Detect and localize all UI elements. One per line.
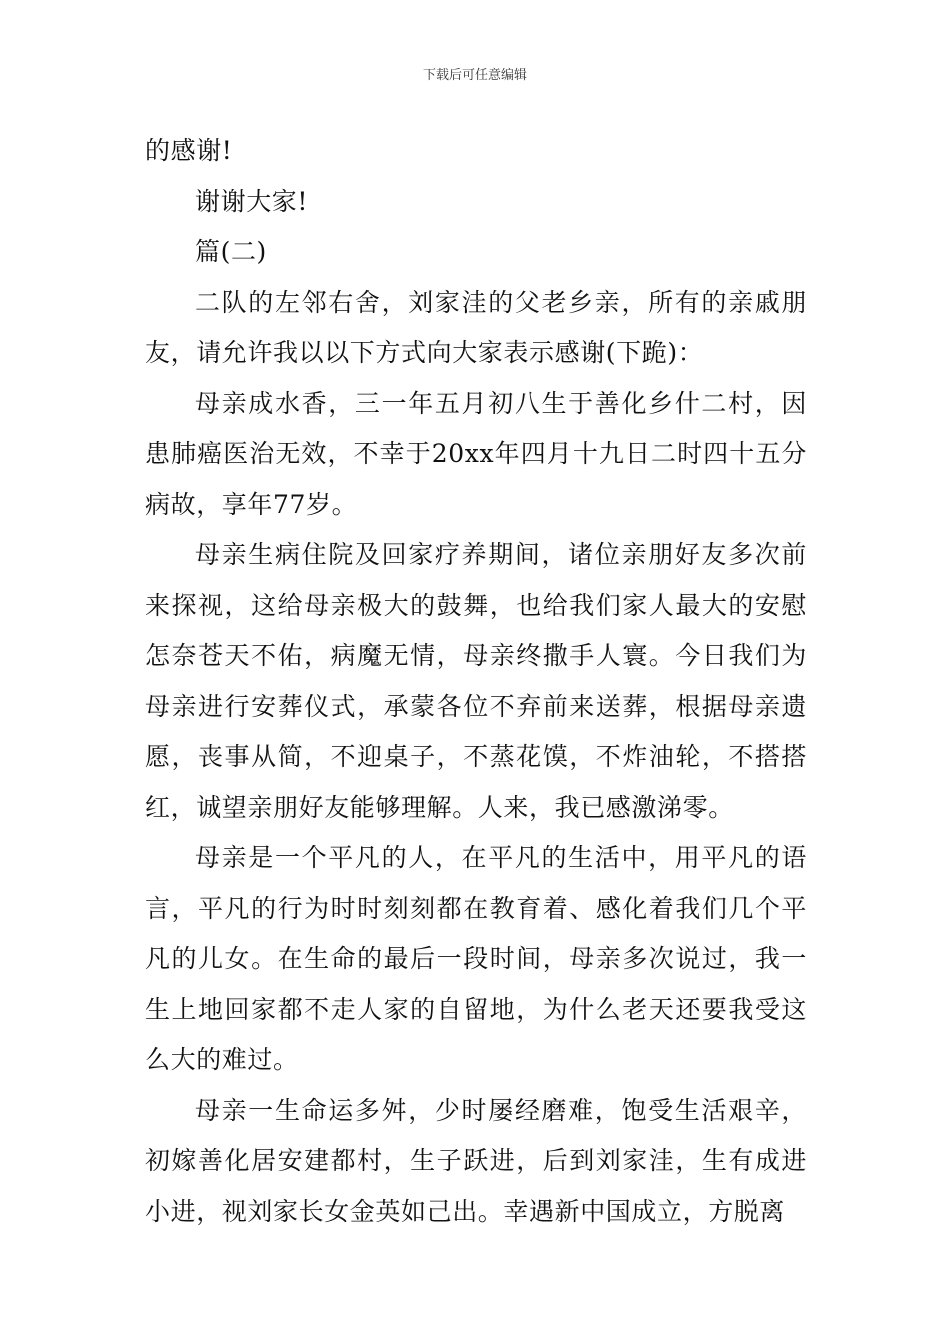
paragraph-6: 母亲生病住院及回家疗养期间，诸位亲朋好友多次前来探视，这给母亲极大的鼓舞，也给我们家人最大的安慰怎奈苍天不佑，病魔无情，母亲终撒手人寰。今日我们为母亲进行安葬仪式，承蒙各位不弃前来送葬，根据母亲遗愿，丧事从简，不迎桌子，不蒸花馍，不炸油轮，不搭搭红，诚望亲朋好友能够理解。人来，我已感激涕零。 xyxy=(145,540,807,822)
document-body xyxy=(145,126,807,1237)
paragraph-7: 母亲是一个平凡的人，在平凡的生活中，用平凡的语言，平凡的行为时时刻刻都在教育着、感化着我们几个平凡的儿女。在生命的最后一段时间，母亲多次说过，我一生上地回家都不走人家的自留地，为什么老天还要我受这么大的难过。 xyxy=(145,843,807,1074)
paragraph-2: 谢谢大家! xyxy=(195,186,309,216)
paragraph-4: 二队的左邻右舍，刘家洼的父老乡亲，所有的亲戚朋友，请允许我以以下方式向大家表示感谢(下跪)： xyxy=(145,287,807,367)
paragraph-5: 母亲成水香，三一年五月初八生于善化乡什二村，因患肺癌医治无效，不幸于20xx年四月十九日二时四十五分病故，享年77岁。 xyxy=(145,388,807,519)
paragraph-8: 母亲一生命运多舛，少时屡经磨难，饱受生活艰辛，初嫁善化居安建都村，生子跃进，后到刘家洼，生有成进小进，视刘家长女金英如己出。幸遇新中国成立，方脱离 xyxy=(145,1095,807,1226)
section-heading: 篇(二) xyxy=(195,237,267,266)
paragraph-1: 的感谢! xyxy=(145,136,233,165)
page-header-note: 下载后可任意编辑 xyxy=(422,68,527,83)
